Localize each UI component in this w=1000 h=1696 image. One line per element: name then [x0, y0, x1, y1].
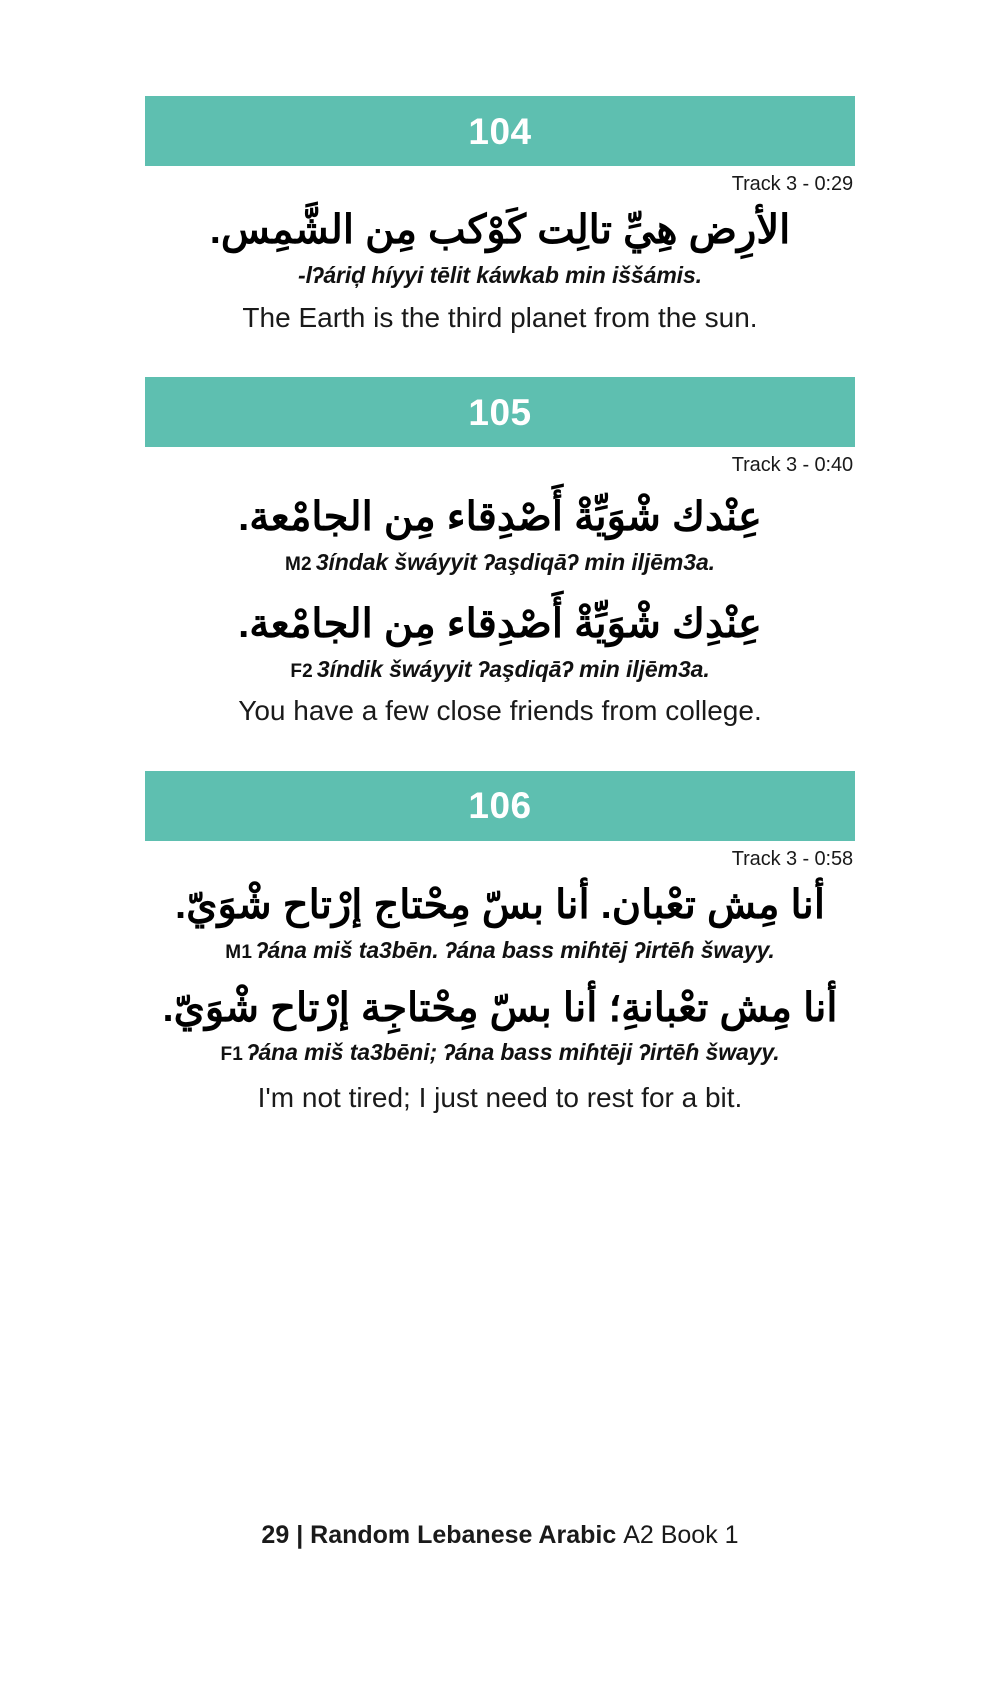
footer-book-title: Random Lebanese Arabic [310, 1521, 617, 1549]
transliteration-line-male [145, 934, 855, 966]
speaker-label: F1 [220, 1044, 244, 1066]
entry-number: 105 [468, 391, 532, 433]
arabic-sentence-male: عِنْدك شْوَيِّةْ أَصْدِقاء مِن الجامْعة. [238, 495, 762, 540]
speaker-label: M1 [225, 941, 253, 963]
page-footer [0, 1521, 1000, 1550]
transliteration-text: ʔána miš ta3bēn. ʔána bass miɦtēj ʔirtēɦ šwayy. [256, 936, 775, 963]
transliteration-line-female [145, 1036, 855, 1068]
footer-page-number: 29 [261, 1521, 290, 1549]
track-reference: Track 3 - 0:58 [731, 847, 853, 870]
arabic-sentence-female: عِنْدِك شْوَيِّةْ أَصْدِقاء مِن الجامْعة. [238, 601, 762, 646]
arabic-sentence-male: أنا مِش تعْبان. أنا بسّ مِحْتاج إرْتاح شْوَيّ. [175, 882, 825, 927]
entry-number: 104 [468, 110, 532, 152]
entry-105 [145, 377, 855, 730]
entry-number: 106 [468, 785, 532, 827]
track-reference: Track 3 - 0:29 [731, 173, 853, 195]
entry-header-106 [145, 771, 855, 841]
entry-header-105 [145, 377, 855, 447]
transliteration-line-male [145, 546, 855, 578]
footer-divider: | [296, 1521, 304, 1549]
book-page [0, 96, 1000, 1696]
arabic-sentence-female: أنا مِش تعْبانةِ؛ أنا بسّ مِحْتاجِة إرْتاح شْوَيّ. [162, 985, 838, 1030]
track-reference: Track 3 - 0:40 [731, 454, 853, 477]
english-translation: The Earth is the third planet from the sun. [242, 301, 758, 333]
transliteration-text: ʔána miš ta3bēni; ʔána bass miɦtēji ʔirtēɦ šwayy. [247, 1039, 780, 1066]
entry-header-104 [145, 96, 855, 166]
english-translation: You have a few close friends from college. [238, 695, 762, 727]
english-translation: I'm not tired; I just need to rest for a bit. [257, 1082, 743, 1114]
transliteration-text: 3índak šwáyyit ʔaşdiqāʔ min iljēm3a. [315, 548, 715, 575]
speaker-label: F2 [290, 660, 313, 682]
speaker-label: M2 [285, 553, 312, 575]
entry-106 [145, 771, 855, 1117]
transliteration-text: 3índik šwáyyit ʔaşdiqāʔ min iljēm3a. [316, 655, 710, 682]
transliteration-text: -lʔáriḑ híyyi tēlit káwkab min iššámis. [298, 261, 702, 288]
transliteration-line [145, 259, 855, 291]
transliteration-line-female [145, 653, 855, 685]
entry-104 [145, 96, 855, 336]
arabic-sentence: الأرِض هِيِّ تالِت كَوْكب مِن الشَّمِس. [209, 208, 791, 252]
footer-book-edition: A2 Book 1 [623, 1521, 739, 1549]
